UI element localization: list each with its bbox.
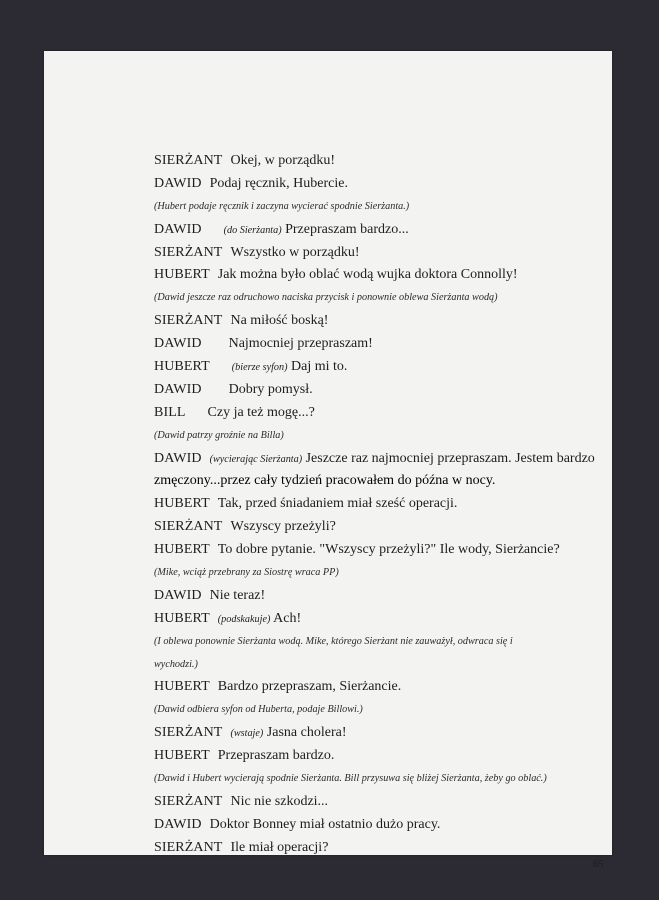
dialogue-text: To dobre pytanie. "Wszyscy przeżyli?" Ile wody, Sierżancie?	[217, 542, 560, 558]
dialogue-text: Tak, przed śniadaniem miał sześć operacji.	[217, 496, 458, 512]
dialogue-line	[154, 814, 624, 837]
dialogue-line	[154, 402, 624, 425]
dialogue-line	[154, 493, 624, 516]
dialogue-text: Jak można było oblać wodą wujka doktora Connolly!	[217, 267, 518, 283]
dialogue-line	[154, 173, 624, 196]
dialogue-line	[154, 676, 624, 699]
dialogue-line	[154, 608, 624, 631]
speaker-name: SIERŻANT	[154, 519, 223, 535]
script-page	[44, 51, 612, 870]
stage-direction: (Hubert podaje ręcznik i zaczyna wycierać spodnie Sierżanta.)	[154, 200, 410, 212]
speaker-name: HUBERT	[154, 267, 210, 283]
speaker-name: SIERŻANT	[154, 839, 223, 855]
script-body	[154, 150, 624, 860]
dialogue-line	[154, 539, 624, 562]
stage-direction: (Mike, wciąż przebrany za Siostrę wraca PP)	[154, 567, 339, 579]
speaker-name: DAWID	[154, 175, 202, 191]
dialogue-text: Dobry pomysł.	[228, 381, 313, 397]
page-number: 65	[593, 859, 604, 870]
dialogue-text: Czy ja też mogę...?	[207, 404, 315, 420]
speaker-name: HUBERT	[154, 542, 210, 558]
parenthetical: (podskakuje)	[217, 613, 271, 625]
speaker-name: SIERŻANT	[154, 153, 223, 168]
speaker-name: SIERŻANT	[154, 793, 223, 809]
speaker-name: BILL	[154, 404, 186, 420]
dialogue-text: Ile miał operacji?	[230, 839, 329, 855]
speaker-name: HUBERT	[154, 679, 210, 695]
stage-direction: (Dawid patrzy groźnie na Billa)	[154, 429, 284, 441]
dialogue-text: Daj mi to.	[291, 359, 348, 375]
stage-direction: (I oblewa ponownie Sierżanta wodą. Mike, którego Sierżant nie zauważył, odwraca się i	[154, 635, 513, 647]
dialogue-line	[154, 379, 624, 402]
dialogue-line	[154, 448, 624, 471]
speaker-name: DAWID	[154, 587, 202, 603]
parenthetical: (wycierając Sierżanta)	[209, 453, 303, 465]
dialogue-text: Jasna cholera!	[266, 725, 347, 741]
speaker-name: SIERŻANT	[154, 725, 223, 741]
speaker-name: DAWID	[154, 221, 202, 237]
dialogue-continuation: zmęczony...przez cały tydzień pracowałem do późna w nocy.	[154, 473, 496, 489]
speaker-name: HUBERT	[154, 610, 210, 626]
dialogue-text: Ach!	[273, 610, 302, 626]
dialogue-line	[154, 219, 624, 242]
speaker-name: DAWID	[154, 816, 202, 832]
parenthetical: (bierze syfon)	[231, 362, 288, 374]
dialogue-text: Doktor Bonney miał ostatnio dużo pracy.	[209, 816, 441, 832]
dialogue-line	[154, 722, 624, 745]
dialogue-line	[154, 516, 624, 539]
dialogue-text: Podaj ręcznik, Hubercie.	[209, 175, 348, 191]
dialogue-line	[154, 264, 624, 287]
dialogue-text: Przepraszam bardzo.	[217, 748, 335, 764]
dialogue-text: Wszyscy przeżyli?	[230, 519, 336, 535]
dialogue-text: Okej, w porządku!	[230, 153, 336, 168]
dialogue-line	[154, 333, 624, 356]
speaker-name: SIERŻANT	[154, 244, 223, 260]
speaker-name: DAWID	[154, 450, 202, 466]
dialogue-line	[154, 791, 624, 814]
dialogue-text: Nie teraz!	[209, 587, 266, 603]
dialogue-text: Bardzo przepraszam, Sierżancie.	[217, 679, 402, 695]
dialogue-line	[154, 745, 624, 768]
dialogue-text: Najmocniej przepraszam!	[228, 336, 373, 352]
speaker-name: DAWID	[154, 381, 202, 397]
stage-direction: (Dawid jeszcze raz odruchowo naciska przycisk i ponownie oblewa Sierżanta wodą)	[154, 292, 498, 304]
stage-direction: (Dawid odbiera syfon od Huberta, podaje Billowi.)	[154, 704, 363, 716]
dialogue-text: Nic nie szkodzi...	[230, 793, 329, 809]
speaker-name: HUBERT	[154, 496, 210, 512]
speaker-name: SIERŻANT	[154, 313, 223, 329]
parenthetical: (wstaje)	[230, 728, 264, 740]
dialogue-text: Na miłość boską!	[230, 313, 329, 329]
dialogue-text: Przepraszam bardzo...	[285, 221, 409, 237]
dialogue-line	[154, 585, 624, 608]
dialogue-text: Jeszcze raz najmocniej przepraszam. Jestem bardzo	[305, 450, 595, 466]
stage-direction: (Dawid i Hubert wycierają spodnie Sierżanta. Bill przysuwa się bliżej Sierżanta, żeby go oblać.)	[154, 773, 547, 785]
dialogue-line	[154, 837, 624, 860]
speaker-name: HUBERT	[154, 359, 210, 375]
dialogue-text: Wszystko w porządku!	[230, 244, 360, 260]
stage-direction-continuation: wychodzi.)	[154, 658, 198, 670]
speaker-name: HUBERT	[154, 748, 210, 764]
dialogue-line	[154, 310, 624, 333]
dialogue-line	[154, 356, 624, 379]
dialogue-line	[154, 242, 624, 265]
dialogue-line	[154, 150, 624, 173]
speaker-name: DAWID	[154, 336, 202, 352]
parenthetical: (do Sierżanta)	[223, 224, 282, 236]
